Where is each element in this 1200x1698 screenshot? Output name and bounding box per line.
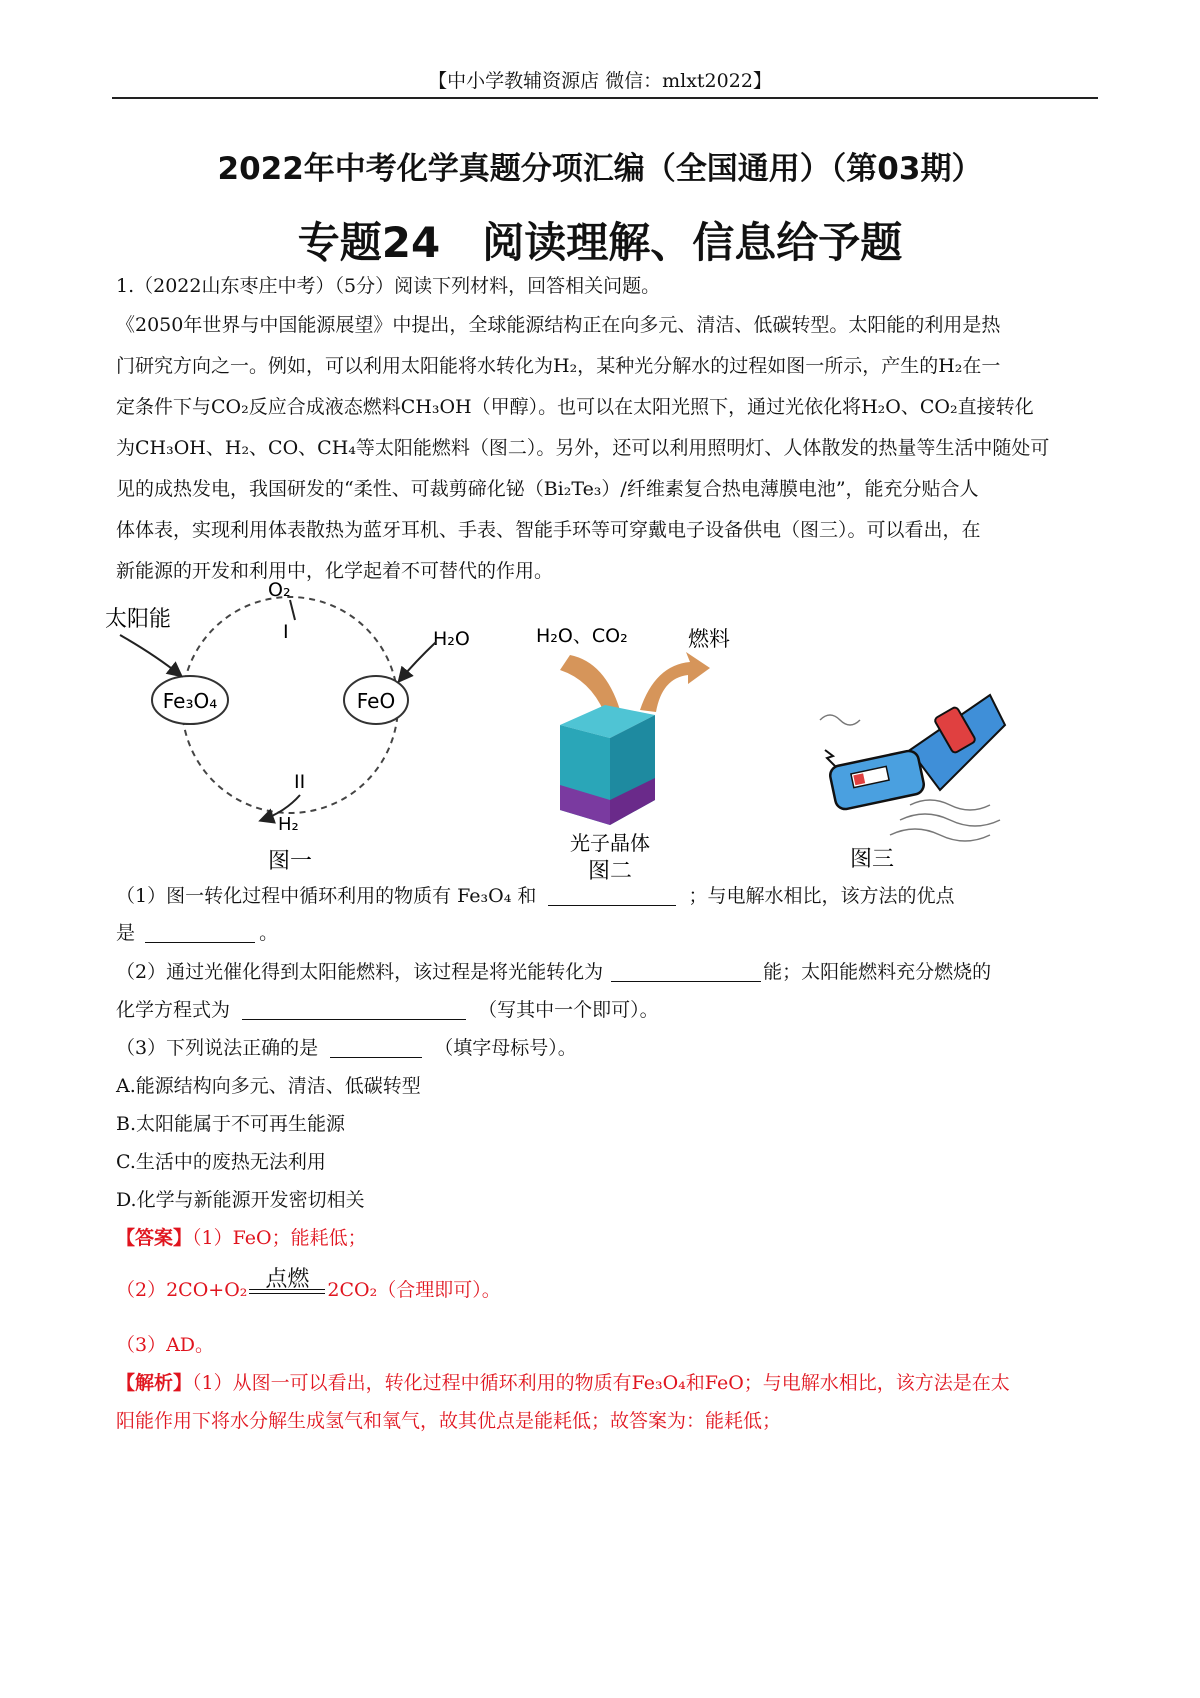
equals-line-bottom — [249, 1293, 325, 1294]
document-title: 2022年中考化学真题分项汇编（全国通用）（第03期） — [217, 151, 983, 187]
q2-text-a: （2）通过光催化得到太阳能燃料，该过程是将光能转化为 — [116, 961, 604, 983]
q3-text-a: （3）下列说法正确的是 — [116, 1037, 319, 1059]
question-intro: 1.（2022山东枣庄中考）（5分）阅读下列材料，回答相关问题。 — [116, 275, 661, 297]
figure-1-cycle-diagram — [100, 580, 540, 880]
o2-release — [290, 600, 295, 620]
option-b: B.太阳能属于不可再生能源 — [116, 1113, 346, 1135]
q1-blank-1[interactable] — [548, 883, 676, 906]
analysis-line-2: 阳能作用下将水分解生成氢气和氧气，故其优点是能耗低；故答案为：能耗低； — [116, 1410, 782, 1432]
fe3o4-label: Fe₃O₄ — [162, 689, 218, 713]
option-c: C.生活中的废热无法利用 — [116, 1151, 326, 1173]
output-arrow — [640, 652, 710, 712]
sun-arrow — [120, 635, 180, 675]
sun-energy-label: 太阳能 — [105, 607, 172, 632]
material-line: 《2050年世界与中国能源展望》中提出，全球能源结构正在向多元、清洁、低碳转型。太阳能的利用是热 — [116, 314, 1001, 336]
q1-text-end: 。 — [259, 922, 279, 944]
answer-line-1 — [116, 1218, 1096, 1259]
spark-icon — [825, 750, 835, 766]
feo-label: FeO — [356, 689, 396, 713]
figure-3-wearable-device — [790, 690, 1010, 880]
answer-line-3: （3）AD。 — [116, 1334, 215, 1356]
input-arrow — [560, 655, 620, 712]
sub-question-1-cont — [116, 913, 1096, 954]
answer-line-2 — [116, 1267, 1096, 1311]
crystal-label: 光子晶体 — [570, 831, 650, 855]
material-line: 门研究方向之一。例如，可以利用太阳能将水转化为H₂，某种光分解水的过程如图一所示，产生的H₂在一 — [116, 355, 1001, 377]
q1-text-a: （1）图一转化过程中循环利用的物质有 Fe₃O₄ 和 — [116, 885, 537, 907]
option-d: D.化学与新能源开发密切相关 — [116, 1189, 365, 1211]
h2-label: H₂ — [278, 814, 299, 835]
q1-text-b: ；与电解水相比，该方法的优点 — [688, 885, 955, 907]
q2-blank-1[interactable] — [611, 959, 761, 982]
analysis-tag: 【解析】 — [116, 1372, 193, 1394]
sub-question-2 — [116, 952, 1096, 993]
material-line: 为CH₃OH、H₂、CO、CH₄等太阳能燃料（图二）。另外，还可以利用照明灯、人体散发的热量等生活中随处可 — [116, 437, 1050, 459]
q2-text-c: 化学方程式为 — [116, 999, 231, 1021]
page-header: 【中小学教辅资源店 微信：mlxt2022】 — [428, 70, 772, 92]
answer-2-products: 2CO₂（合理即可）。 — [327, 1279, 501, 1301]
material-line: 定条件下与CO₂反应合成液态燃料CH₃OH（甲醇）。也可以在太阳光照下，通过光依化将H₂O、CO₂直接转化 — [116, 396, 1034, 418]
sub-question-1 — [116, 876, 1096, 917]
sub-question-3 — [116, 1028, 1096, 1069]
answer-1: （1）FeO；能耗低； — [192, 1227, 367, 1249]
h2o-arrow — [400, 642, 436, 680]
reaction-condition — [247, 1267, 327, 1301]
sub-question-2-cont — [116, 990, 1096, 1031]
q2-text-d: （写其中一个即可）。 — [478, 999, 659, 1021]
o2-label: O₂ — [268, 580, 291, 601]
q2-text-b: 能；太阳能燃料充分燃烧的 — [763, 961, 992, 983]
input-label: H₂O、CO₂ — [536, 625, 628, 647]
answer-tag: 【答案】 — [116, 1227, 193, 1249]
step-2-label: II — [294, 771, 306, 793]
material-line: 新能源的开发和利用中，化学起着不可替代的作用。 — [116, 560, 554, 582]
figure-2-photonic-crystal — [530, 610, 770, 880]
crystal-cube — [560, 705, 655, 825]
q1-text-c: 是 — [116, 922, 136, 944]
step-1-label: I — [283, 621, 289, 643]
option-a: A.能源结构向多元、清洁、低碳转型 — [116, 1075, 421, 1097]
analysis-line-1 — [116, 1363, 1096, 1404]
fuel-label: 燃料 — [688, 627, 730, 651]
figure-3-caption: 图三 — [849, 847, 895, 872]
figure-1-caption: 图一 — [267, 849, 313, 874]
material-line: 体体表，实现利用体表散热为蓝牙耳机、手表、智能手环等可穿戴电子设备供电（图三）。可以看出，在 — [116, 519, 981, 541]
equals-line-top — [249, 1289, 325, 1290]
material-line: 见的成热发电，我国研发的“柔性、可裁剪碲化铋（Bi₂Te₃）/纤维素复合热电薄膜电池”，能充分贴合人 — [116, 478, 979, 500]
header-divider — [112, 97, 1098, 99]
material-paragraph — [116, 305, 1096, 592]
q3-blank[interactable] — [330, 1035, 422, 1058]
q1-blank-2[interactable] — [145, 920, 255, 943]
topic-title: 专题24 阅读理解、信息给予题 — [297, 218, 903, 267]
h2o-label: H₂O — [433, 628, 470, 650]
battery-level — [853, 773, 865, 785]
answer-2-reactants: （2）2CO+O₂ — [116, 1279, 248, 1301]
analysis-text-1: （1）从图一可以看出，转化过程中循环利用的物质有Fe₃O₄和FeO；与电解水相比，该方法是在太 — [192, 1372, 1010, 1394]
q2-blank-2[interactable] — [242, 997, 466, 1020]
figure-2-caption: 图二 — [587, 859, 633, 880]
condition-label: 点燃 — [265, 1267, 310, 1292]
q3-text-b: （填字母标号）。 — [434, 1037, 577, 1059]
